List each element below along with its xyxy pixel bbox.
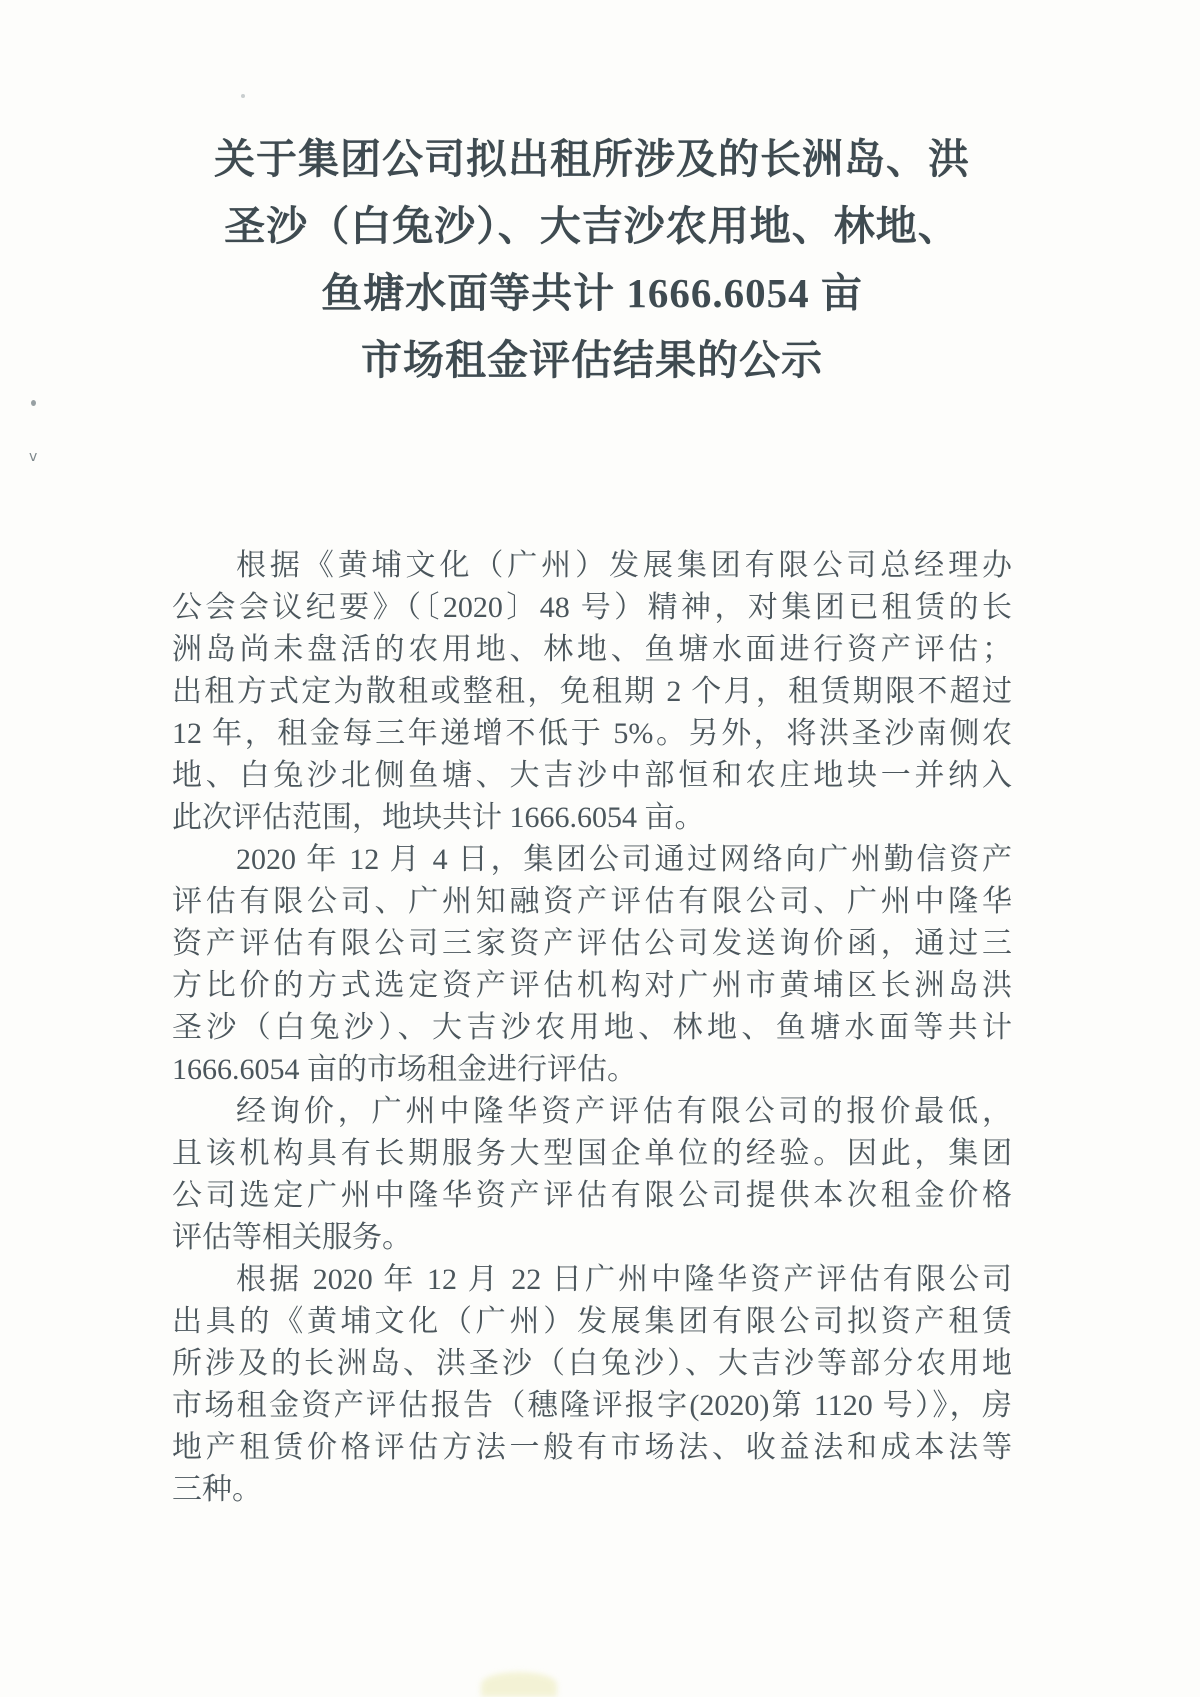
title-line: 市场租金评估结果的公示 — [361, 337, 823, 383]
doc-line: 圣沙（白兔沙）、大吉沙农用地、林地、鱼塘水面等共计 — [172, 1011, 1012, 1044]
scan-speck-icon — [241, 94, 245, 98]
doc-line: 公司选定广州中隆华资产评估有限公司提供本次租金价格 — [172, 1179, 1012, 1212]
doc-line: 且该机构具有长期服务大型国企单位的经验。因此，集团 — [172, 1137, 1012, 1170]
doc-line: 出租方式定为散租或整租，免租期 2 个月，租赁期限不超过 — [172, 675, 1012, 708]
doc-line: 评估等相关服务。 — [172, 1221, 412, 1254]
doc-line: 公会会议纪要》（〔2020〕48 号）精神，对集团已租赁的长 — [172, 591, 1012, 624]
scan-speck-icon — [31, 400, 36, 406]
doc-line: 根据 2020 年 12 月 22 日广州中隆华资产评估有限公司 — [236, 1263, 1012, 1296]
doc-line: 2020 年 12 月 4 日，集团公司通过网络向广州勤信资产 — [236, 843, 1012, 876]
doc-line: 地、白兔沙北侧鱼塘、大吉沙中部恒和农庄地块一并纳入 — [172, 759, 1012, 792]
doc-line: 1666.6054 亩的市场租金进行评估。 — [172, 1053, 637, 1086]
doc-line: 评估有限公司、广州知融资产评估有限公司、广州中隆华 — [172, 885, 1012, 918]
scan-smudge — [481, 1672, 557, 1697]
doc-line: 资产评估有限公司三家资产评估公司发送询价函，通过三 — [172, 927, 1012, 960]
scan-speck-icon: v — [29, 449, 38, 465]
title-line: 鱼塘水面等共计 1666.6054 亩 — [321, 270, 863, 316]
doc-title — [172, 126, 1012, 394]
doc-line: 根据《黄埔文化（广州）发展集团有限公司总经理办 — [236, 549, 1012, 582]
doc-line: 所涉及的长洲岛、洪圣沙（白兔沙）、大吉沙等部分农用地 — [172, 1347, 1012, 1380]
doc-line: 市场租金资产评估报告（穗隆评报字(2020)第 1120 号）》，房 — [172, 1389, 1012, 1422]
doc-line: 12 年，租金每三年递增不低于 5%。另外，将洪圣沙南侧农 — [172, 717, 1012, 750]
doc-line: 地产租赁价格评估方法一般有市场法、收益法和成本法等 — [172, 1431, 1012, 1464]
title-line: 圣沙（白兔沙）、大吉沙农用地、林地、 — [224, 203, 960, 249]
doc-line: 经询价，广州中隆华资产评估有限公司的报价最低， — [236, 1095, 1012, 1128]
doc-body — [172, 545, 1012, 1511]
doc-line: 洲岛尚未盘活的农用地、林地、鱼塘水面进行资产评估； — [172, 633, 1012, 666]
doc-line: 出具的《黄埔文化（广州）发展集团有限公司拟资产租赁 — [172, 1305, 1012, 1338]
title-line: 关于集团公司拟出租所涉及的长洲岛、洪 — [214, 136, 970, 182]
doc-line: 方比价的方式选定资产评估机构对广州市黄埔区长洲岛洪 — [172, 969, 1012, 1002]
doc-line: 此次评估范围，地块共计 1666.6054 亩。 — [172, 801, 705, 834]
doc-line: 三种。 — [172, 1473, 262, 1506]
